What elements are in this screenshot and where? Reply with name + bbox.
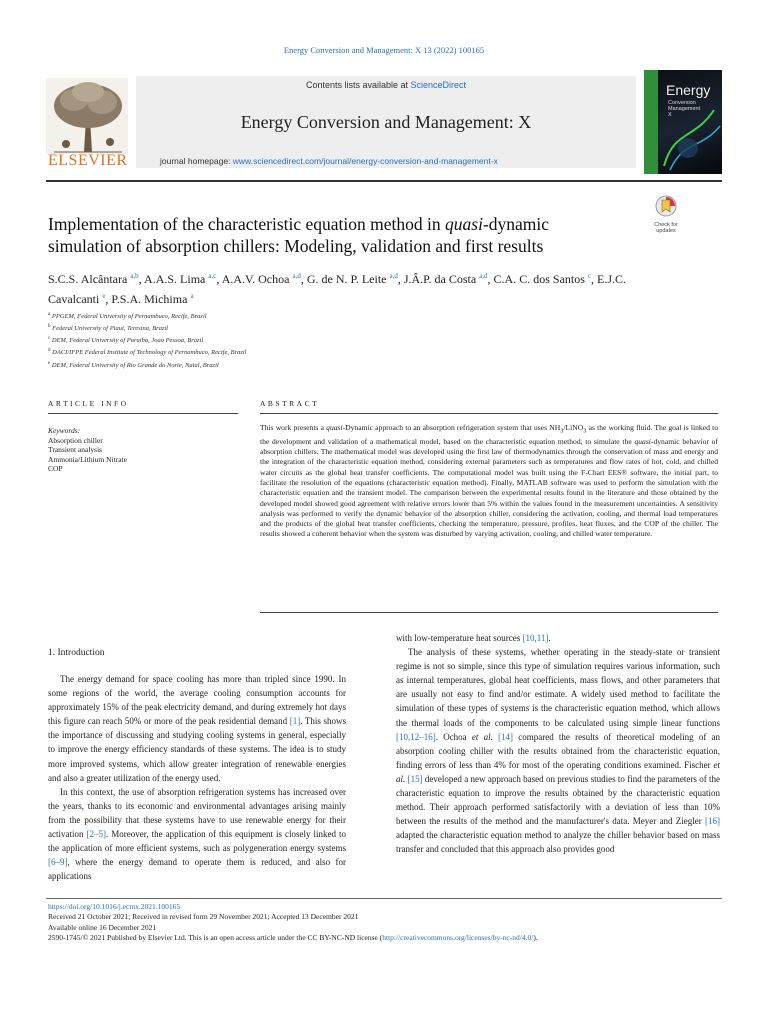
affiliation: $^d$ DACI/IFPE Federal Institute of Technology of Pernambuco, Recife, Brazil (48, 348, 247, 357)
author-list: S.C.S. Alcântara $^{a,b}$, A.A.S. Lima $^{a,c}$, A.A.V. Ochoa $^{a,d}$, G. de N. P. Leite $^{a,d}$, J.Â.P. da Costa $^{a,d}$, C.A. C. dos Santos $^c$, E.J.C. Cavalcanti $^e$, P.S.A. Michima $^a$ (48, 272, 627, 306)
cover-title: Energy (666, 82, 711, 98)
online-date: Available online 16 December 2021 (48, 922, 157, 932)
citation-link[interactable]: [10,12–16] (396, 731, 436, 742)
paragraph: In this context, the use of absorption refrigeration systems has increased over the years, thanks to its economic and environmental advantages arising mainly from the possibility that these systems have to use renewable energy for their activation [2–5]. Moreover, the application of this equipment is closely linked to the application of more efficient systems, such as polygeneration energy systems [6–9], where the energy demand to operate them is reduced, and also for applications (48, 786, 346, 882)
paragraph: The energy demand for space cooling has more than tripled since 1990. In some regions of the world, the average cooling consumption accounts for approximately 15% of the peak electricity demand, and during extremely hot days this figure can reach 50% or more of the peak residential demand [1]. This shows the importance of discussing and studying cooling systems in general, especially to improve the energy efficiency standards of these systems. The idea is to study more improved systems, which allow greater integration of renewable energies and also a greater utilization of the energy used. (48, 674, 347, 783)
journal-title: Energy Conversion and Management: X (240, 112, 532, 132)
cover-subtitle (668, 100, 700, 118)
cover-sub-line2: Management (668, 106, 701, 112)
elsevier-wordmark: ELSEVIER (48, 152, 128, 169)
article-title (48, 213, 628, 257)
cover-sub-line1: Conversion (668, 100, 696, 106)
check-updates-icon (655, 195, 677, 217)
section-heading-introduction: 1. Introduction (48, 648, 105, 658)
abstract-rule (260, 413, 718, 414)
keyword: Absorption chiller (48, 435, 103, 445)
keyword: COP (48, 464, 63, 473)
title-line-2: simulation of absorption chillers: Modeling, validation and first results (48, 236, 544, 256)
check-updates-line1: Check for (654, 222, 678, 228)
body-column-left (48, 672, 346, 883)
author[interactable]: A.A.V. Ochoa $^{a,d}$ (221, 272, 301, 286)
title-part-1: Implementation of the characteristic equation method in (48, 214, 446, 234)
paragraph: The analysis of these systems, whether operating in the steady-state or transient regime is not so simple, since this type of simulation requires various information, such as internal temperatures, global heat coefficients, mass flows, and other parameters that are usually not easy to find and/or estimate. A widely used method to facilitate the simulation of these types of systems is the characteristic equation method, which allows the thermal loads of the components to be calculated using simple linear functions [10,12–16]. Ochoa et al. [14] compared the results of theoretical modeling of an absorption cooling chiller with the results obtained from the characteristic equation, finding errors of less than 4% for most of the operating conditions examined. Fischer et al. [15] developed a new approach based on previous studies to find the parameters of the characteristic equation to improve the results obtained by the characteristic equation method. Their approach performed satisfactorily with a deviation of less than 10% between the results of the method and the manufacturer's data. Meyer and Ziegler [16] adapted the characteristic equation method to analyze the chiller behavior based on mass transfer and concluded that this approach also provides good (396, 647, 721, 855)
homepage-prefix: journal homepage: (160, 156, 233, 166)
article-info-heading: ARTICLE INFO (48, 399, 129, 408)
title-emphasis: quasi (445, 214, 483, 234)
paragraph: with low-temperature heat sources [10,11]. (396, 633, 551, 643)
doi-link[interactable]: https://doi.org/10.1016/j.ecmx.2021.100165 (48, 902, 181, 911)
journal-reference[interactable]: Energy Conversion and Management: X 13 (2022) 100165 (283, 45, 485, 55)
citation-link[interactable]: [2–5] (86, 829, 106, 840)
article-info-rule (48, 413, 238, 414)
affiliation: $^c$ DEM, Federal University of Paraiba, Joao Pessoa, Brazil (48, 336, 204, 345)
keyword: Transient analysis (48, 445, 103, 454)
keywords-block (48, 426, 127, 474)
abstract-bottom-rule (260, 612, 718, 613)
citation-link[interactable]: [1] (289, 716, 301, 727)
affiliation: $^a$ PPGEM, Federal University of Pernambuco, Recife, Brazil (48, 312, 207, 321)
contents-line (136, 80, 636, 90)
title-part-2: -dynamic (482, 214, 550, 234)
citation-link[interactable]: [15] (407, 773, 423, 784)
body-column-right (396, 631, 720, 857)
homepage-link[interactable]: www.sciencedirect.com/journal/energy-conversion-and-management-x (232, 156, 498, 166)
citation-link[interactable]: [10,11] (522, 633, 549, 643)
affiliation-list (48, 310, 246, 371)
author[interactable]: P.S.A. Michima $^a$ (111, 292, 194, 306)
header-divider (46, 180, 722, 182)
author[interactable]: S.C.S. Alcântara $^{a,b}$ (48, 272, 139, 286)
keywords-heading: Keywords: (48, 426, 81, 435)
author[interactable]: J.Â.P. da Costa $^{a,d}$ (403, 272, 488, 286)
history-dates: Received 21 October 2021; Received in revised form 29 November 2021; Accepted 13 December 2021 (48, 912, 359, 922)
citation-link[interactable]: [14] (498, 731, 514, 742)
check-updates-line2: updates (656, 228, 676, 234)
license-link[interactable]: http://creativecommons.org/licenses/by-nc-nd/4.0/ (382, 933, 534, 943)
sciencedirect-link[interactable]: ScienceDirect (410, 80, 467, 90)
journal-homepage (160, 156, 498, 166)
journal-header (46, 70, 722, 174)
citation-link[interactable]: [6–9] (48, 857, 68, 868)
cover-mark: X (668, 112, 672, 118)
article-footer (48, 902, 738, 944)
affiliation: $^b$ Federal University of Piaui, Teresina, Brazil (48, 324, 169, 333)
abstract-heading: ABSTRACT (260, 399, 320, 408)
footer-divider (46, 898, 722, 899)
keyword: Ammonia/Lithium Nitrate (48, 454, 127, 464)
journal-cover[interactable] (644, 70, 722, 174)
check-for-updates-button[interactable] (646, 195, 686, 234)
contents-prefix: Contents lists available at (305, 80, 411, 90)
author[interactable]: A.A.S. Lima $^{a,c}$ (144, 272, 217, 286)
author[interactable]: C.A. C. dos Santos $^c$ (493, 272, 592, 286)
affiliation: $^e$ DEM, Federal University of Rio Grande do Norte, Natal, Brazil (48, 360, 219, 369)
journal-banner (136, 76, 636, 168)
license-line: 2590-1745/© 2021 Published by Elsevier Ltd. This is an open access article under the CC BY-NC-ND license (http://creativecommons.org/licenses/by-nc-nd/4.0/). (48, 933, 538, 943)
author[interactable]: E.J.C. Cavalcanti $^e$ (48, 272, 627, 306)
author[interactable]: G. de N. P. Leite $^{a,d}$ (306, 272, 398, 286)
abstract-text: This work presents a quasi-Dynamic approach to an absorption refrigeration system that uses $NH_3/LiNO_3$ as the working fluid. The goal is linked to the development and validation of a mathematical model, based on the characteristic equation method, to simulate the quasi-dynamic behavior of absorption chillers. The mathematical model was developed using the first law of thermodynamics through the conservation of mass and energy and the integration of the characteristic equation method, considering external parameters such as temperatures and flow rates of hot, cold, and chilled water circuits as the global heat transfer coefficients. The computational model was built using the F-Chart EES® software, the initial part, to facilitate the resolution of the equations (characteristic equation method). Finally, MATLAB software was used to perform the simulation with the characteristic equation and the transient model. The comparison between the experimental results found in the literature and those obtained by the developed model showed good agreement with relative errors lower than 5% within the values found in the measurement uncertainties. A sensitivity analysis was performed to verify the dynamic behavior of the absorption chiller, considering the activation, cooling, and thermal load temperatures and the products of the global heat transfer coefficients, checking the temperature, pressure, profiles, heat fluxes, and the COP of the chiller. The results showed a coherent behavior when the system was disturbed by varying activation, cooling, and chilled water temperature. (260, 423, 718, 539)
citation-link[interactable]: [16] (705, 816, 720, 827)
check-updates-label (646, 222, 686, 234)
